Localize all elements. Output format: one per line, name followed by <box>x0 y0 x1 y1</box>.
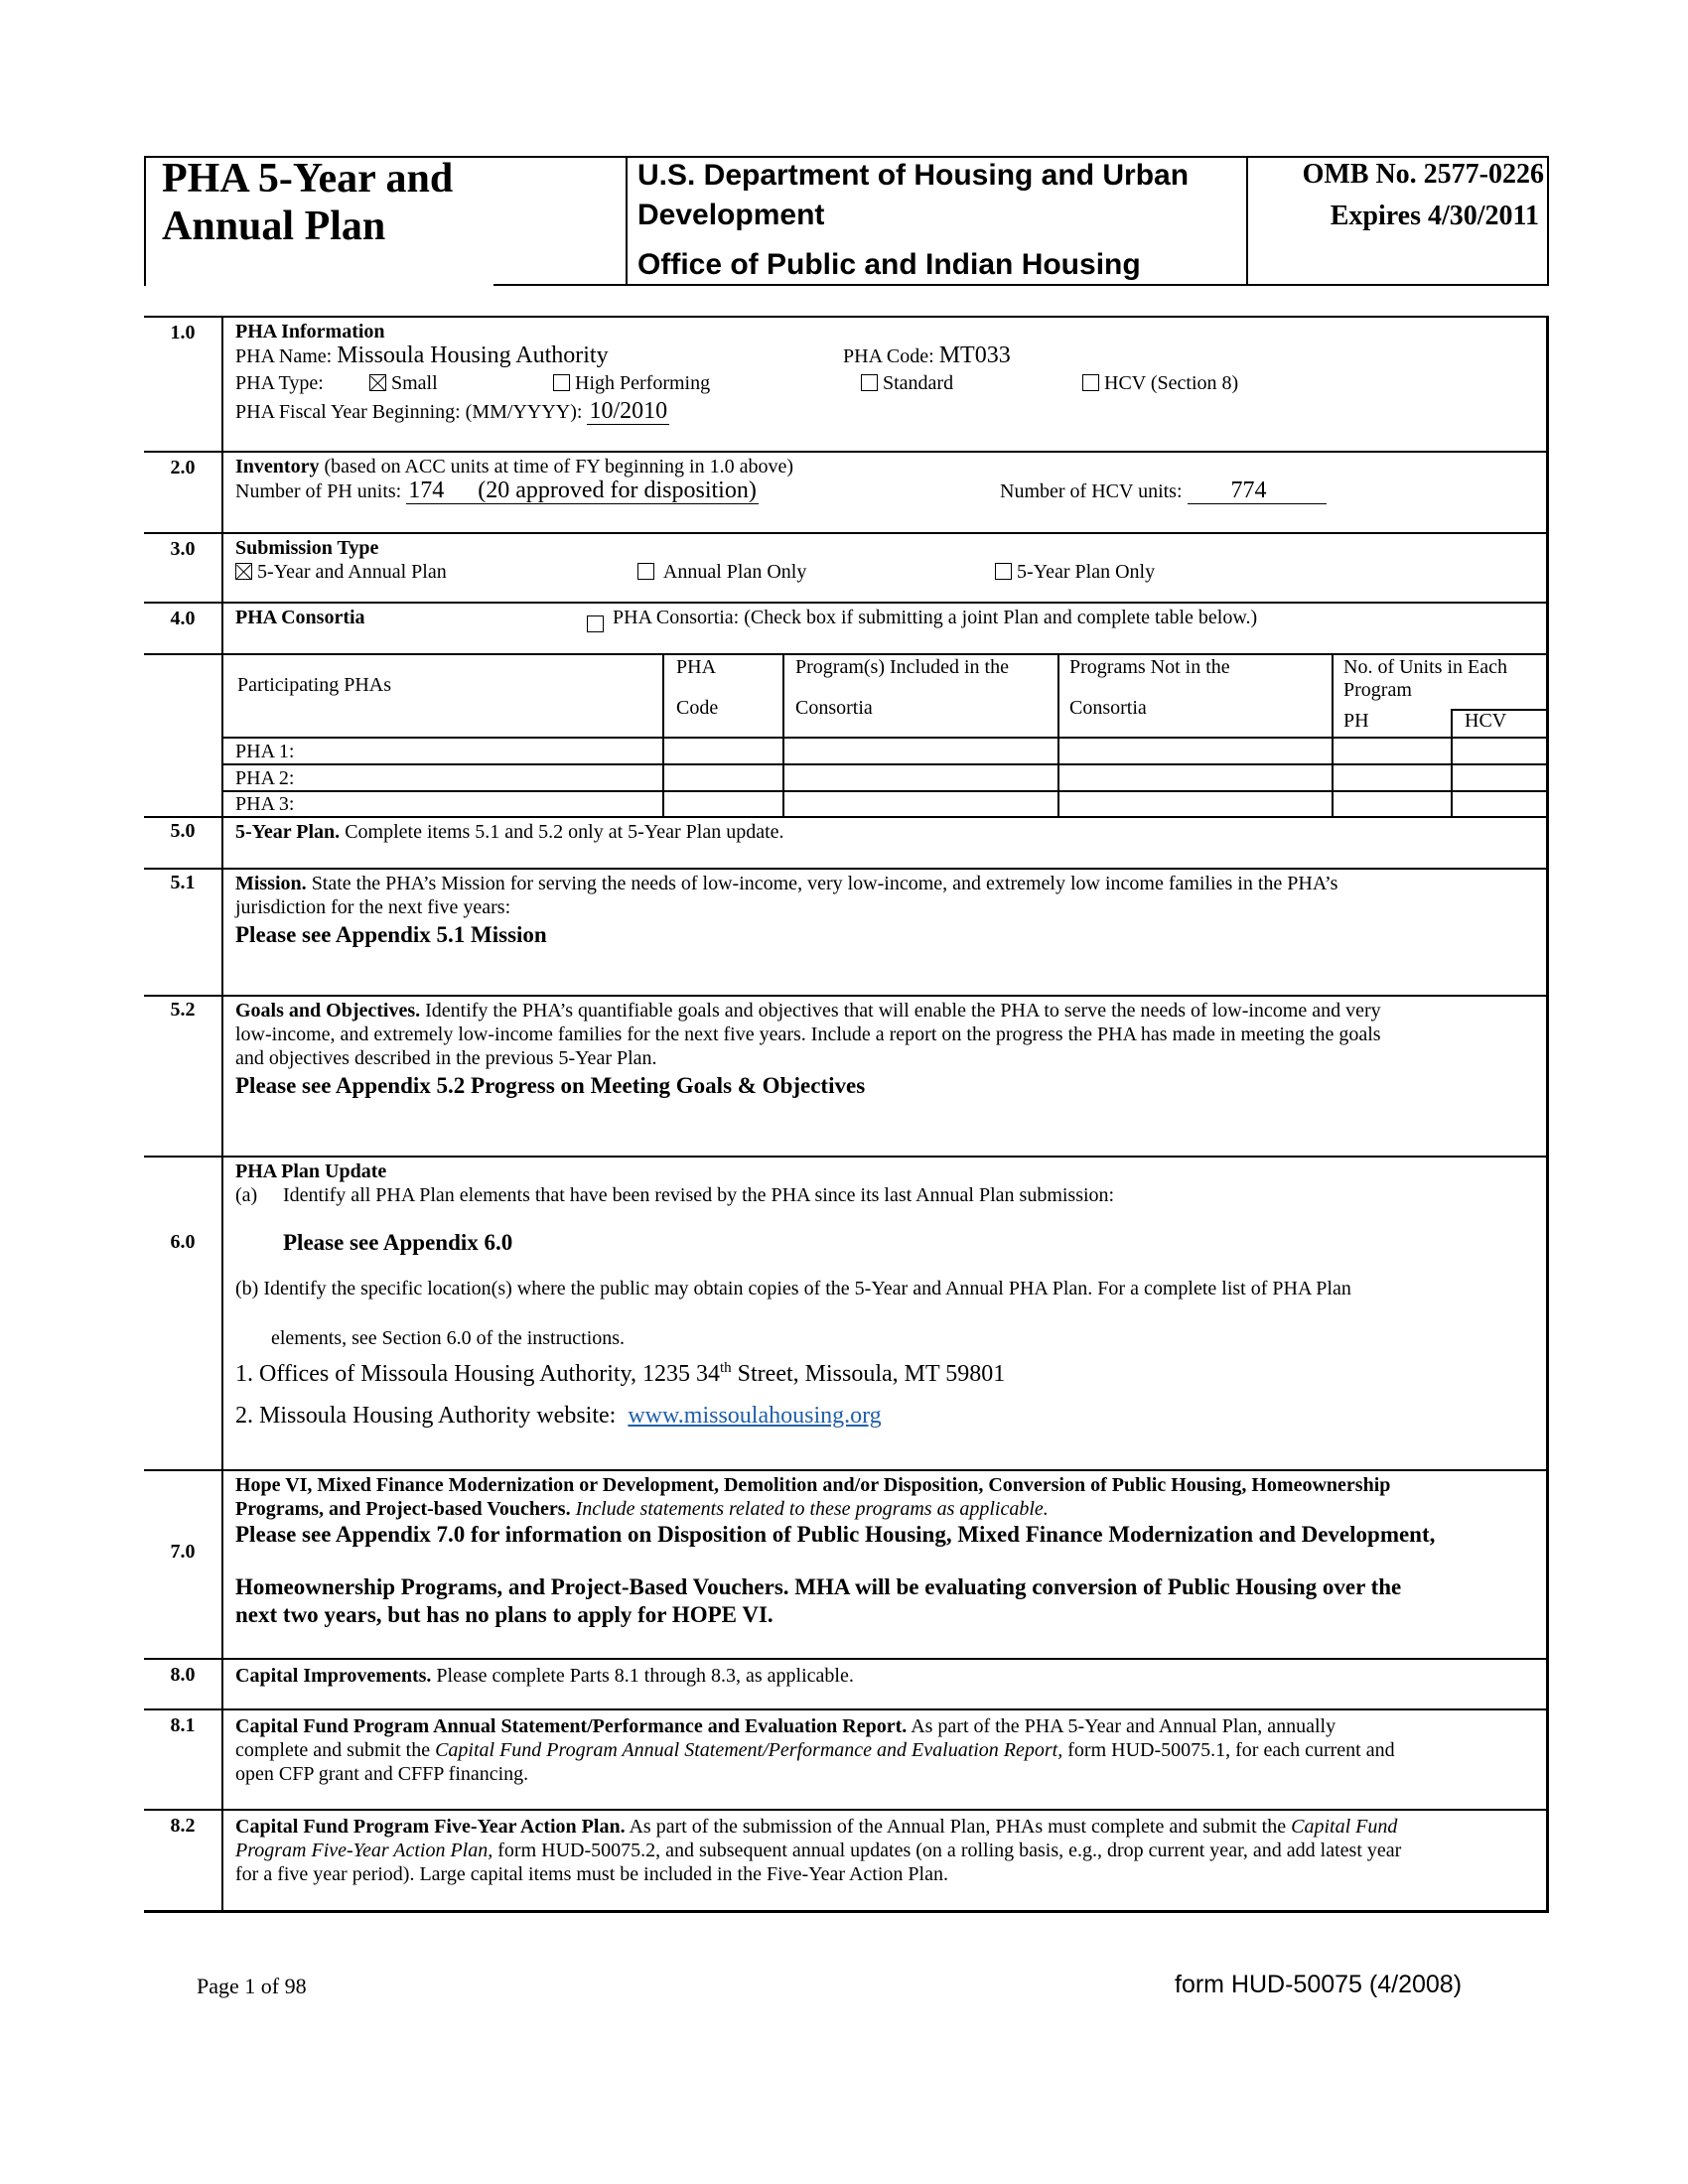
office-name: Office of Public and Indian Housing <box>637 248 1141 281</box>
section-submission-type <box>235 536 1536 586</box>
five-year-plan-text: Complete items 5.1 and 5.2 only at 5-Year Plan update. <box>345 821 784 843</box>
cfp-annual-text-line3: open CFP grant and CFFP financing. <box>235 1763 529 1785</box>
part-a-answer[interactable]: Please see Appendix 6.0 <box>283 1230 513 1255</box>
consortia-row-pha-1[interactable]: PHA 1: <box>235 741 295 762</box>
consortia-row-pha-3[interactable]: PHA 3: <box>235 793 295 815</box>
cfp-five-year-text-line2: form HUD-50075.2, and subsequent annual updates (on a rolling basis, e.g., drop current year, and add latest year <box>497 1840 1402 1861</box>
fiscal-year-value[interactable]: 10/2010 <box>589 398 668 424</box>
ph-units-field[interactable] <box>406 478 759 504</box>
section-number-2-0: 2.0 <box>170 457 196 478</box>
pha-information-heading: PHA Information <box>235 321 385 342</box>
col-pha-code-line2: Code <box>676 697 719 719</box>
part-b-text-line1: (b) Identify the specific location(s) where the public may obtain copies of the 5-Year and Annual PHA Plan. For a complete list of PHA Plan <box>235 1278 1351 1299</box>
pha-type-high-performing-label: High Performing <box>575 372 711 394</box>
section-number-3-0: 3.0 <box>170 538 196 560</box>
submission-5-year-only-option[interactable] <box>995 560 1155 584</box>
five-year-plan-heading: 5-Year Plan. <box>235 821 341 843</box>
col-programs-not-included-line1: Programs Not in the <box>1069 656 1230 678</box>
pha-type-hcv-option[interactable] <box>1082 371 1238 395</box>
submission-type-heading: Submission Type <box>235 537 379 559</box>
checkbox-icon[interactable] <box>1082 374 1099 391</box>
pha-consortia-heading: PHA Consortia <box>235 607 365 628</box>
pha-type-label: PHA Type: <box>235 372 324 394</box>
col-units-hcv: HCV <box>1465 710 1507 732</box>
col-units-line1: No. of Units in Each <box>1343 656 1507 678</box>
cfp-five-year-heading: Capital Fund Program Five-Year Action Plan. <box>235 1816 626 1838</box>
pha-code-value[interactable]: MT033 <box>938 342 1011 368</box>
inventory-heading-note: (based on ACC units at time of FY beginning in 1.0 above) <box>324 456 793 478</box>
checkbox-icon[interactable] <box>637 563 654 580</box>
consortia-checkbox-label: PHA Consortia: (Check box if submitting a joint Plan and complete table below.) <box>613 607 1258 628</box>
expiration-date: Expires 4/30/2011 <box>1330 201 1539 231</box>
inventory-heading: Inventory <box>235 456 320 478</box>
form-title-line2: Annual Plan <box>162 204 386 249</box>
hope-vi-answer-line2[interactable]: Homeownership Programs, and Project-Based Vouchers. MHA will be evaluating conversion of Public Housing over the <box>235 1574 1402 1599</box>
form-title-line1: PHA 5-Year and <box>162 156 454 202</box>
cfp-five-year-text-line1-italic: Capital Fund <box>1291 1816 1398 1838</box>
checked-checkbox-icon[interactable] <box>235 563 252 580</box>
goals-text-line3: and objectives described in the previous 5-Year Plan. <box>235 1047 657 1069</box>
mission-text-line1: State the PHA’s Mission for serving the needs of low-income, very low-income, and extremely low income families in the PHA’s <box>311 873 1338 894</box>
col-units-ph: PH <box>1343 710 1369 732</box>
plan-location-1-text-end: Street, Missoula, MT 59801 <box>731 1361 1006 1387</box>
capital-improvements-heading: Capital Improvements. <box>235 1665 432 1687</box>
goals-text-line1: Identify the PHA’s quantifiable goals and objectives that will enable the PHA to serve the needs of low-income and very <box>425 1000 1381 1022</box>
col-pha-code-line1: PHA <box>676 656 717 678</box>
website-link[interactable]: www.missoulahousing.org <box>628 1403 882 1429</box>
section-number-5-1: 5.1 <box>170 872 196 893</box>
plan-location-2 <box>235 1400 1536 1432</box>
plan-location-1-suffix: th <box>719 1360 732 1376</box>
submission-5-year-and-annual-option[interactable] <box>235 561 447 583</box>
submission-5-year-and-annual-label: 5-Year and Annual Plan <box>257 561 447 583</box>
col-participating-phas: Participating PHAs <box>237 674 391 696</box>
section-number-8-0: 8.0 <box>170 1664 196 1686</box>
submission-5-year-only-label: 5-Year Plan Only <box>1017 561 1156 583</box>
hope-vi-answer-line3[interactable]: next two years, but has no plans to apply for HOPE VI. <box>235 1602 774 1627</box>
mission-heading: Mission. <box>235 873 307 894</box>
hope-vi-heading-line2: Programs, and Project-based Vouchers. <box>235 1498 571 1520</box>
plan-location-2-text: 2. Missoula Housing Authority website: <box>235 1403 617 1429</box>
part-b-text-line2: elements, see Section 6.0 of the instructions. <box>271 1327 626 1349</box>
pha-type-standard-label: Standard <box>883 372 954 394</box>
omb-number: OMB No. 2577-0226 <box>1302 159 1544 190</box>
section-capital-fund-annual-statement <box>235 1714 1536 1786</box>
hope-vi-heading-note: Include statements related to these programs as applicable. <box>575 1498 1049 1520</box>
submission-annual-only-option[interactable] <box>637 560 806 584</box>
plan-form-table <box>144 316 1549 1914</box>
plan-location-1[interactable] <box>235 1352 1536 1390</box>
capital-improvements-text: Please complete Parts 8.1 through 8.3, as applicable. <box>436 1665 854 1687</box>
hcv-units-value[interactable]: 774 <box>1188 478 1327 504</box>
goals-heading: Goals and Objectives. <box>235 1000 421 1022</box>
cfp-annual-text-line2-end: form HUD-50075.1, for each current and <box>1067 1739 1395 1761</box>
section-number-7-0: 7.0 <box>170 1541 196 1563</box>
section-5-year-plan <box>235 820 1536 844</box>
pha-type-standard-option[interactable] <box>861 371 953 395</box>
ph-units-note: (20 approved for disposition) <box>478 478 757 503</box>
mission-text-line2: jurisdiction for the next five years: <box>235 896 511 918</box>
col-programs-included-line1: Program(s) Included in the <box>795 656 1009 678</box>
form-number: form HUD-50075 (4/2008) <box>1175 1971 1463 1998</box>
col-programs-included-line2: Consortia <box>795 697 873 719</box>
checkbox-icon[interactable] <box>553 374 570 391</box>
part-a-text: Identify all PHA Plan elements that have been revised by the PHA since its last Annual Plan submission: <box>283 1184 1115 1206</box>
agency-name-line1: U.S. Department of Housing and Urban <box>637 159 1190 192</box>
checkbox-icon[interactable] <box>995 563 1012 580</box>
section-goals-objectives <box>235 999 1536 1098</box>
plan-update-heading: PHA Plan Update <box>235 1160 387 1182</box>
consortia-checkbox-icon[interactable] <box>587 615 604 632</box>
goals-text-line2: low-income, and extremely low-income families for the next five years. Include a report on the progress the PHA has made in meeting the goals <box>235 1024 1381 1045</box>
section-number-4-0: 4.0 <box>170 608 196 629</box>
pha-type-small-label: Small <box>391 372 438 394</box>
checkbox-icon[interactable] <box>861 374 878 391</box>
col-units-line2: Program <box>1343 679 1412 701</box>
plan-location-1-text: 1. Offices of Missoula Housing Authority, 1235 34 <box>235 1361 720 1387</box>
cfp-annual-text-line1: As part of the PHA 5-Year and Annual Plan, annually <box>911 1715 1336 1737</box>
pha-name-label: PHA Name: <box>235 345 333 367</box>
pha-type-high-performing-option[interactable] <box>553 371 710 395</box>
section-number-1-0: 1.0 <box>170 322 196 343</box>
cfp-five-year-text-line3: for a five year period). Large capital items must be included in the Five-Year Action Plan. <box>235 1863 948 1885</box>
section-number-8-1: 8.1 <box>170 1714 196 1736</box>
pha-name-value[interactable]: Missoula Housing Authority <box>337 342 609 368</box>
section-hope-vi <box>235 1473 1536 1629</box>
section-number-5-0: 5.0 <box>170 820 196 842</box>
pha-type-small-option[interactable] <box>369 371 438 395</box>
ph-units-value: 174 <box>408 478 445 503</box>
section-capital-fund-five-year-plan <box>235 1815 1536 1886</box>
fiscal-year-label: PHA Fiscal Year Beginning: (MM/YYYY): <box>235 401 583 423</box>
section-capital-improvements <box>235 1664 1536 1688</box>
hope-vi-heading-line1: Hope VI, Mixed Finance Modernization or Development, Demolition and/or Disposition, Conversion of Public Housing, Homeownership <box>235 1474 1391 1496</box>
section-inventory <box>235 455 1536 508</box>
hcv-units-label: Number of HCV units: <box>1000 480 1183 502</box>
section-pha-information <box>235 320 1536 424</box>
cfp-annual-heading: Capital Fund Program Annual Statement/Performance and Evaluation Report. <box>235 1715 908 1737</box>
hope-vi-answer-line1[interactable]: Please see Appendix 7.0 for information on Disposition of Public Housing, Mixed Finance Modernization and Development, <box>235 1522 1436 1547</box>
ph-units-label: Number of PH units: <box>235 480 402 502</box>
pha-code-label: PHA Code: <box>843 345 934 367</box>
section-pha-plan-update <box>235 1160 1536 1432</box>
checked-checkbox-icon[interactable] <box>369 374 386 391</box>
cfp-annual-text-line2-italic: Capital Fund Program Annual Statement/Performance and Evaluation Report, <box>435 1739 1063 1761</box>
goals-answer[interactable]: Please see Appendix 5.2 Progress on Meeting Goals & Objectives <box>235 1073 866 1098</box>
consortia-row-pha-2[interactable]: PHA 2: <box>235 767 295 789</box>
section-number-6-0: 6.0 <box>170 1231 196 1253</box>
section-mission <box>235 872 1536 947</box>
cfp-five-year-text-line2-italic: Program Five-Year Action Plan, <box>235 1840 493 1861</box>
section-number-5-2: 5.2 <box>170 999 196 1021</box>
cfp-annual-text-line2-start: complete and submit the <box>235 1739 431 1761</box>
submission-annual-only-label: Annual Plan Only <box>662 561 807 583</box>
page-number: Page 1 of 98 <box>197 1974 307 1998</box>
mission-answer[interactable]: Please see Appendix 5.1 Mission <box>235 922 547 947</box>
col-programs-not-included-line2: Consortia <box>1069 697 1147 719</box>
section-number-8-2: 8.2 <box>170 1815 196 1837</box>
section-pha-consortia <box>235 606 1536 629</box>
cfp-five-year-text-line1: As part of the submission of the Annual Plan, PHAs must complete and submit the <box>629 1816 1287 1838</box>
part-a-label: (a) <box>235 1184 258 1206</box>
pha-type-hcv-label: HCV (Section 8) <box>1104 372 1239 394</box>
agency-name-line2: Development <box>637 199 825 231</box>
